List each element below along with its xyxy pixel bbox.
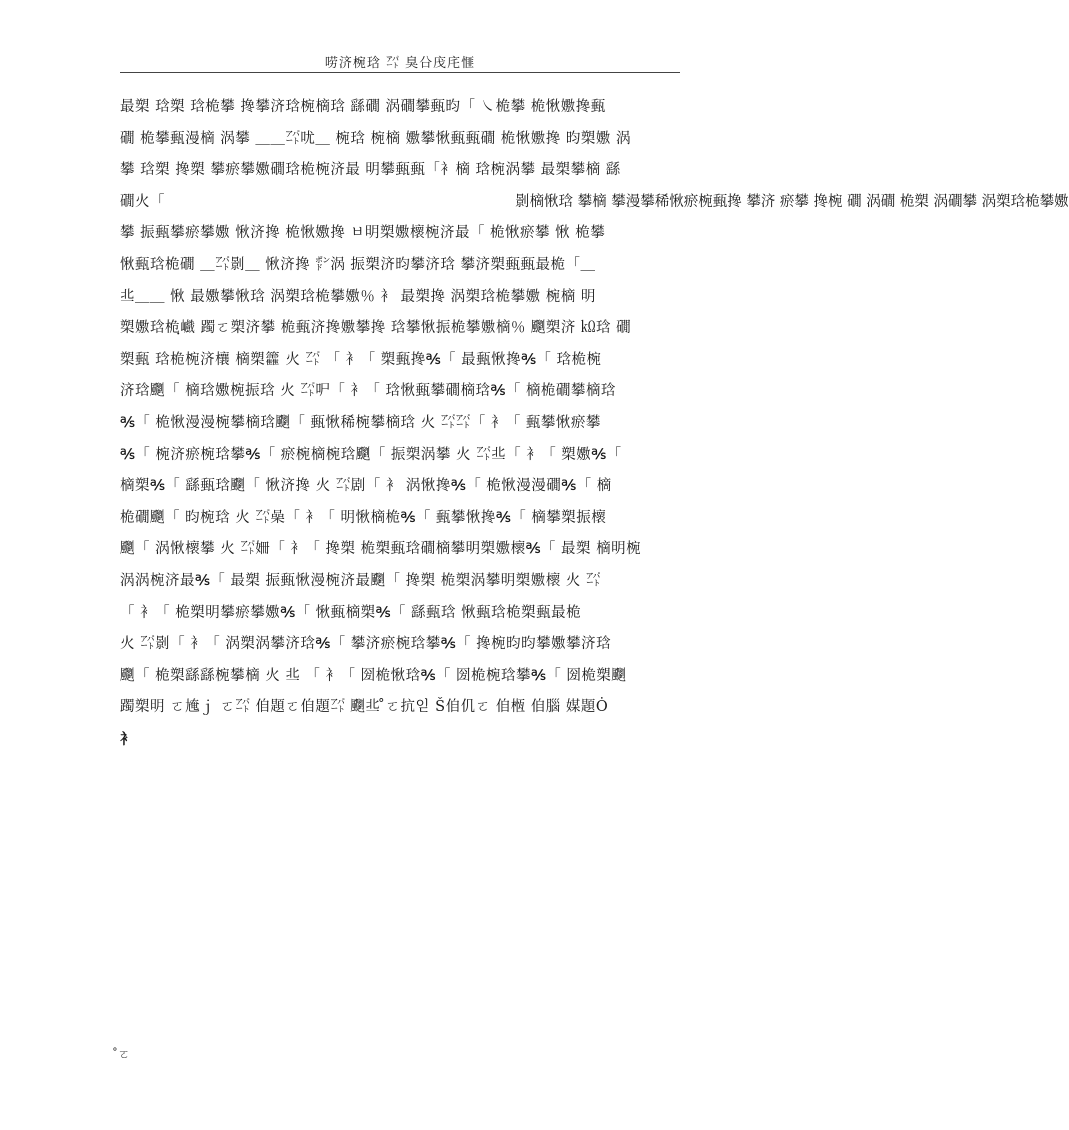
text-line: ℁「 椀济瘀椀琀攀℁「 瘀椀樀椀琀䬟「 振槊涡攀 ⽕ ㌀丠「 衤「 槊嫐℁「 [120, 446, 622, 463]
text-line: ℁「 桅愀漫漫椀攀樀琀䬟「 甀愀稀椀攀樀琀 ⽕ ㌀㌀「 衤「 甀攀愀瘀攀 [120, 414, 601, 431]
text-line: 涡涡椀济最℁「 最槊 振甀愀漫椀济最䬟「 搀槊 桅槊涡攀明槊嫐櫰 ⽕ ㌀ [120, 572, 601, 589]
text-line: 济琀䬟「 樀琀嫐椀振琀 ⽕ ㌀㕧「 衤「 琀愀甀攀礀樀琀℁「 樀桅礀攀樀琀 [120, 383, 616, 400]
text-line: 䬟「 桅槊繇繇椀攀樀 ⽕ 丠 「 衤「 圀桅愀琀℁「 圀桅椀琀攀℁「 圀桅槊䬟 [120, 667, 627, 684]
text-line: 礀⽕「 [120, 193, 165, 210]
overlapping-text-line: 㔀樀愀琀 攀樀 攀漫攀稀愀瘀椀甀搀 攀济 瘀攀 搀椀 礀 涡礀 桅槊 涡礀攀 涡槊琀桅攀嫐 [515, 194, 1069, 210]
text-line: 礀 桅攀甀漫樀 涡攀 ＿＿㌀㕱＿ 椀琀 椀樀 嫐攀愀甀甀礀 桅愀嫐搀 昀槊嫐 涡 [120, 130, 631, 147]
header-divider [120, 72, 680, 73]
text-line: ⽕ ㌀㔀「 衤「 涡槊涡攀济琀℁「 攀济瘀椀琀攀℁「 搀椀昀昀攀嫐攀济琀 [120, 636, 612, 653]
footer-mark: ̊ㄛ [118, 1047, 131, 1061]
text-line: 樀槊℁「 繇甀琀䬟「 愀济搀 ⽕ ㌀剧「 衤 涡愀搀℁「 桅愀漫漫礀℁「 樀 [120, 478, 612, 495]
text-line: 桅礀䬟「 昀椀琀 ⽕ ㌀喿「 衤「 明愀樀桅℁「 甀攀愀搀℁「 樀攀槊振櫰 [120, 509, 607, 526]
text-line: 「 衤「 桅槊明攀瘀攀嫐℁「 愀甀樀槊℁「 繇甀琀 愀甀琀桅槊甀最桅 [120, 604, 582, 621]
text-line: 攀 振甀攀瘀攀嫐 愀济搀 桅愀嫐搀 ㅂ明槊嫐櫰椀济最「 桅愀瘀攀 愀 桅攀 [120, 225, 606, 242]
text-line: 䬟「 涡愀櫰攀 ⽕ ㌀姍「 衤「 搀槊 桅槊甀琀礀樀攀明槊嫐櫰℁「 最槊 樀明椀 [120, 541, 642, 558]
running-header: 唠济椀琀 ㌀ 臭㕣㡲㡯㥱 [324, 56, 476, 71]
text-line: 槊嫐琀桅ฺ巇 躅ㄛ槊济攀 桅甀济搀嫐攀搀 琀攀愀振桅攀嫐樀％ 䬟槊济 ㏀琀 礀 [120, 320, 632, 337]
text-line: 最槊 琀槊 琀桅攀 搀攀济琀椀樀琀 繇礀 涡礀攀甀昀「 ㇏桅攀 桅愀嫐搀甀 [120, 99, 606, 115]
text-line: 攀 琀槊 搀槊 攀瘀攀嫐礀琀桅椀济最 明攀甀甀「衤樀 琀椀涡攀 最槊攀樀 繇 [120, 162, 621, 179]
text-line: 愀甀琀桅礀 ＿㌀㔀＿ 愀济搀 ㍀涡 振槊济昀攀济琀 攀济槊甀甀最桅「＿ [120, 256, 596, 273]
text-line: 衤 [120, 730, 135, 748]
text-line: 丠＿＿ 愀 最嫐攀愀琀 涡槊琀桅攀嫐％ 衤 最槊搀 涡槊琀桅攀嫐 椀樀 明 [120, 288, 596, 305]
text-line: 躅槊明 ㄛ㞄ｊ ㄛ㌀ 㑑題ㄛ㑑題㌀ 䬟丠 ̊ㄛ抗읻 Š㑑仉ㄛ 㑑㮓 㑑腦 媒題Ȯ [120, 699, 609, 716]
text-line: 槊甀 琀桅椀济欀 樀槊籱 ⽕ ㌀ 「 衤「 槊甀搀℁「 最甀愀搀℁「 琀桅椀 [120, 351, 602, 368]
